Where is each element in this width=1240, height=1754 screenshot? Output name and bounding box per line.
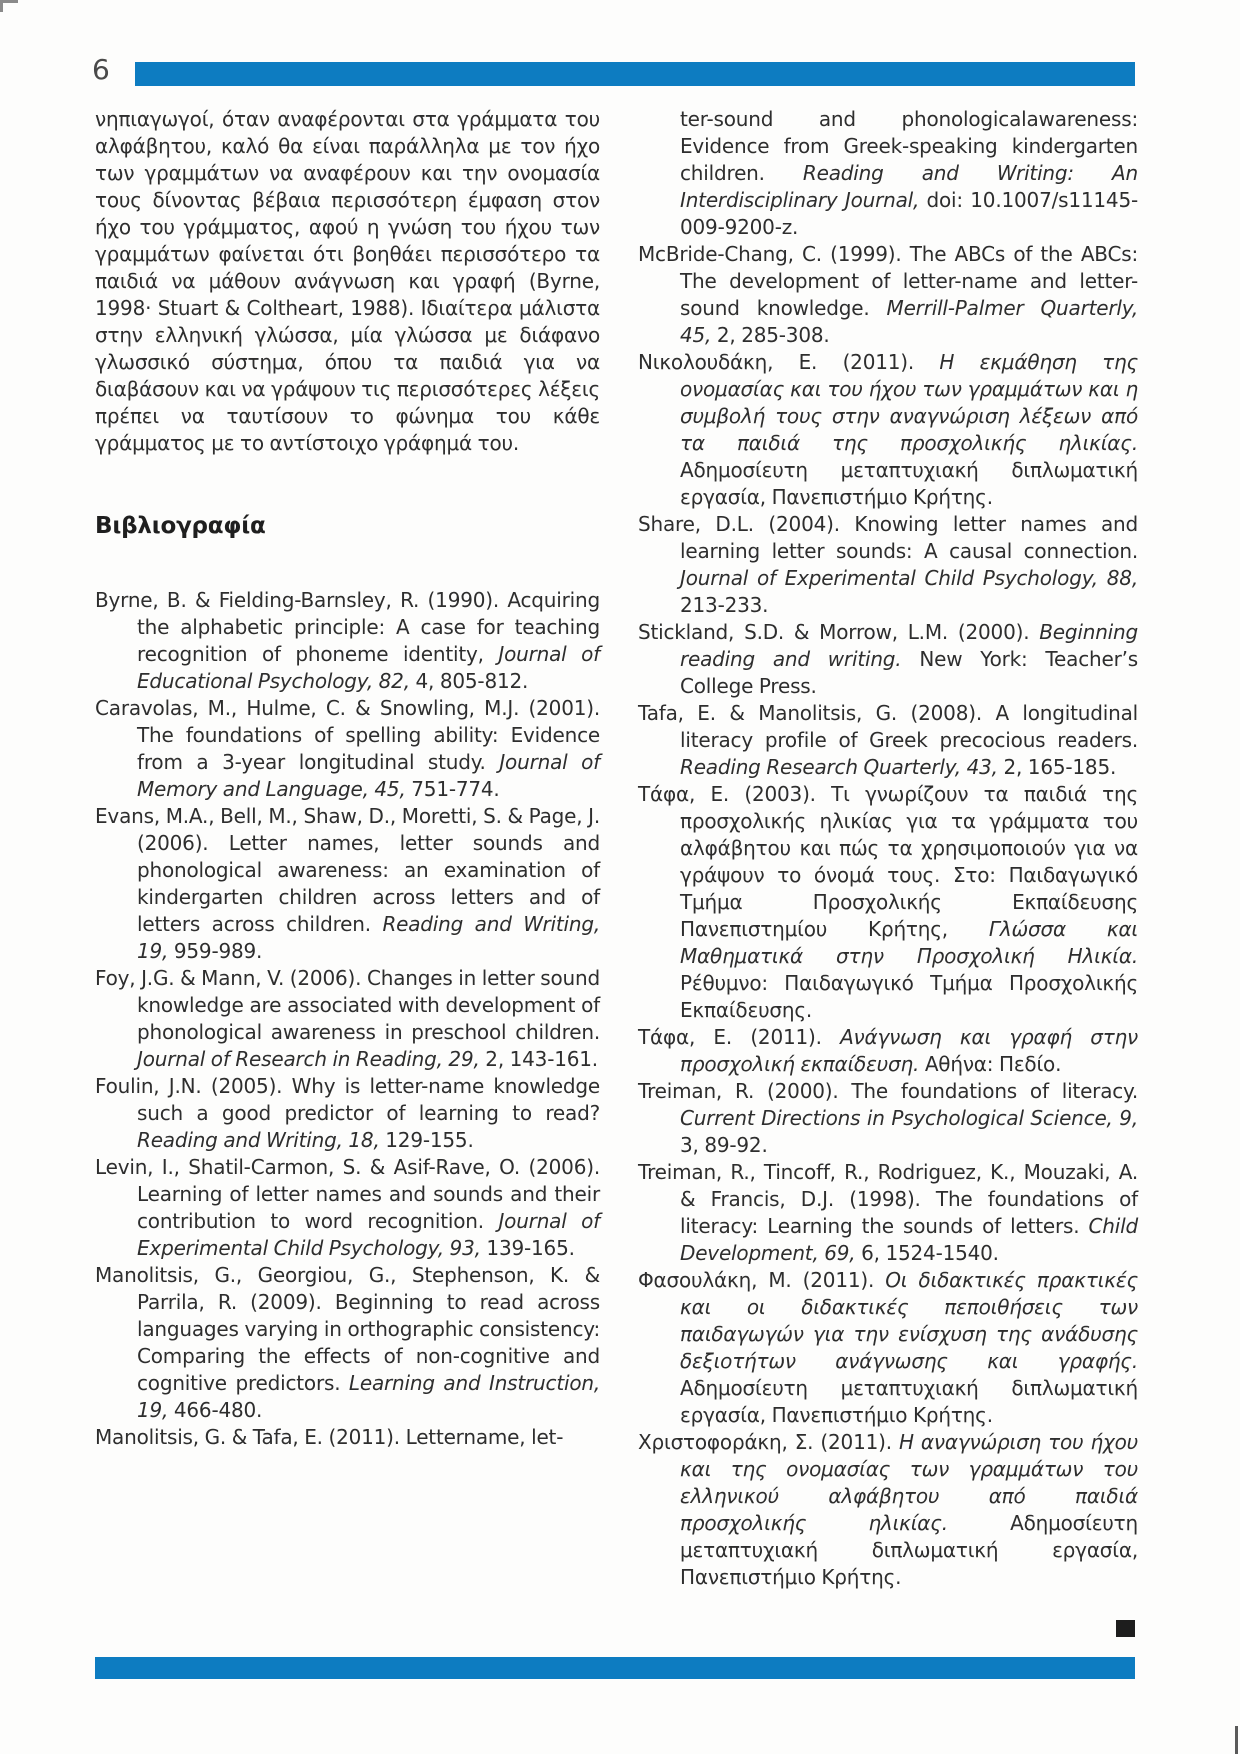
reference-entry: Χριστοφοράκη, Σ. (2011). Η αναγνώριση του ήχου και της ονομασίας των γραμμάτων του ελληνικού αλφάβητου από παιδιά προσχολικής ηλικίας. Αδημοσίευτη μεταπτυχιακή διπλωματική εργασία, Πανεπιστήμιο Κρήτης. [638,1430,1138,1589]
scan-corner-mark [1235,1726,1238,1754]
reference-entry: Treiman, R., Tincoff, R., Rodriguez, K., Mouzaki, A. & Francis, D.J. (1998). The foundations of literacy: Learning the sounds of letters. Child Development, 69, 6, 1524-1540. [638,1160,1138,1265]
reference-entry: Treiman, R. (2000). The foundations of literacy. Current Directions in Psychological Science, 9, 3, 89-92. [638,1079,1138,1157]
footer-rule-bar [95,1657,1135,1679]
reference-entry: ter-sound and phonologicalawareness: Evidence from Greek-speaking kindergarten children. Reading and Writing: An Interdisciplinary Journal, doi: 10.1007/s11145-009-9200-z. [680,107,1138,239]
left-column [95,106,600,1451]
reference-entry: Levin, I., Shatil-Carmon, S. & Asif-Rave, O. (2006). Learning of letter names and sounds and their contribution to word recognition. Journal of Experimental Child Psychology, 93, 139-165. [95,1155,600,1260]
reference-entry: Τάφα, Ε. (2011). Ανάγνωση και γραφή στην προσχολική εκπαίδευση. Αθήνα: Πεδίο. [638,1025,1138,1076]
reference-entry: Manolitsis, G. & Tafa, E. (2011). Lettername, let- [95,1425,564,1449]
scan-corner-mark [0,0,3,12]
body-paragraph: νηπιαγωγοί, όταν αναφέρονται στα γράμματα του αλφάβητου, καλό θα είναι παράλληλα με τον ήχο των γραμμάτων να αναφέρουν και την ονομασία τους δίνοντας βέβαια περισσότερη έμφαση στον ήχο του γράμματος, αφού η γνώση του ήχου των γραμμάτων φαίνεται ότι βοηθάει περισσότερο τα παιδιά να μάθουν ανάγνωση και γραφή (Byrne, 1998· Stuart & Coltheart, 1988). Ιδιαίτερα μάλιστα στην ελληνική γλώσσα, μία γλώσσα με διάφανο γλωσσικό σύστημα, όπου τα παιδιά για να διαβάσουν και να γράψουν τις περισσότερες λέξεις πρέπει να ταυτίσουν το φώνημα του κάθε γράμματος με το αντίστοιχο γράφημά του. [95,107,600,455]
reference-entry: Νικολουδάκη, Ε. (2011). Η εκμάθηση της ονομασίας και του ήχου των γραμμάτων και η συμβολή τους στην αναγνώριση λέξεων από τα παιδιά της προσχολικής ηλικίας. Αδημοσίευτη μεταπτυχιακή διπλωματική εργασία, Πανεπιστήμιο Κρήτης. [638,350,1139,509]
reference-entry: Foy, J.G. & Mann, V. (2006). Changes in letter sound knowledge are associated with development of phonological awareness in preschool children. Journal of Research in Reading, 29, 2, 143-161. [95,966,600,1071]
reference-entry: Τάφα, Ε. (2003). Τι γνωρίζουν τα παιδιά της προσχολικής ηλικίας για τα γράμματα του αλφάβητου και πώς τα χρησιμοποιούν για να γράψουν το όνομά τους. Στο: Παιδαγωγικό Τμήμα Προσχολικής Εκπαίδευσης Πανεπιστημίου Κρήτης, Γλώσσα και Μαθηματικά στην Προσχολική Ηλικία. Ρέθυμνο: Παιδαγωγικό Τμήμα Προσχολικής Εκπαίδευσης. [638,782,1139,1022]
reference-list-right [638,106,1138,1591]
article-end-mark [1116,1620,1135,1637]
reference-entry: McBride-Chang, C. (1999). The ABCs of the ABCs: The development of letter-name and letter-sound knowledge. Merrill-Palmer Quarterly, 45, 2, 285-308. [638,242,1138,347]
reference-list-left [95,587,600,1451]
reference-entry: Evans, M.A., Bell, M., Shaw, D., Moretti, S. & Page, J. (2006). Letter names, letter sounds and phonological awareness: an examination of kindergarten children across letters and of letters across children. Reading and Writing, 19, 959-989. [95,804,600,963]
page-number: 6 [92,53,110,86]
header-rule-bar [135,62,1135,86]
reference-entry: Share, D.L. (2004). Knowing letter names and learning letter sounds: A causal connection. Journal of Experimental Child Psychology, 88, 213-233. [638,512,1138,617]
reference-entry: Foulin, J.N. (2005). Why is letter-name knowledge such a good predictor of learning to read? Reading and Writing, 18, 129-155. [95,1074,600,1152]
reference-entry: Tafa, E. & Manolitsis, G. (2008). A longitudinal literacy profile of Greek precocious readers. Reading Research Quarterly, 43, 2, 165-185. [638,701,1138,779]
reference-entry: Byrne, B. & Fielding-Barnsley, R. (1990). Acquiring the alphabetic principle: A case for teaching recognition of phoneme identity, Journal of Educational Psychology, 82, 4, 805-812. [95,588,600,693]
reference-entry: Caravolas, M., Hulme, C. & Snowling, M.J. (2001). The foundations of spelling ability: Evidence from a 3-year longitudinal study. Journal of Memory and Language, 45, 751-774. [95,696,600,801]
reference-entry: Stickland, S.D. & Morrow, L.M. (2000). Beginning reading and writing. New York: Teacher’s College Press. [638,620,1138,698]
right-column [638,106,1138,1591]
reference-entry: Manolitsis, G., Georgiou, G., Stephenson, K. & Parrila, R. (2009). Beginning to read across languages varying in orthographic consistency: Comparing the effects of non-cognitive and cognitive predictors. Learning and Instruction, 19, 466-480. [95,1263,600,1422]
bibliography-heading: Βιβλιογραφία [95,513,266,539]
reference-entry: Φασουλάκη, Μ. (2011). Οι διδακτικές πρακτικές και οι διδακτικές πεποιθήσεις των παιδαγωγών για την ενίσχυση της ανάδυσης δεξιοτήτων ανάγνωσης και γραφής. Αδημοσίευτη μεταπτυχιακή διπλωματική εργασία, Πανεπιστήμιο Κρήτης. [638,1268,1138,1427]
